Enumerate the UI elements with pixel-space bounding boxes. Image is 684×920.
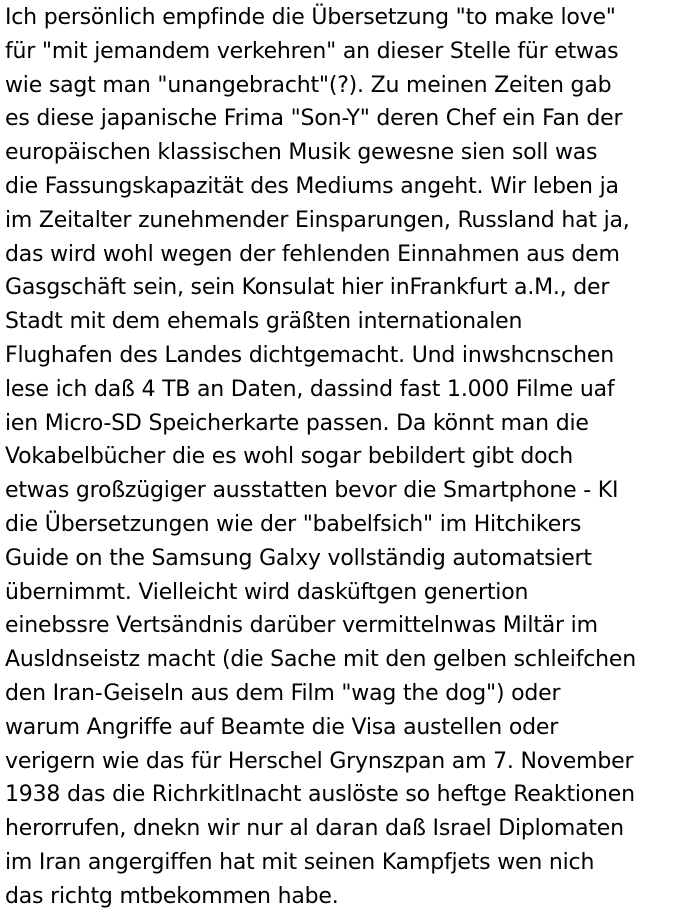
text-line-4: es diese japanische Frima "Son-Y" deren Chef ein Fan der	[5, 106, 623, 132]
text-line-27: das richtg mtbekommen habe.	[5, 883, 339, 909]
text-line-21: den Iran-Geiseln aus dem Film "wag the dog") oder	[5, 680, 561, 706]
text-line-23: verigern wie das für Herschel Grynszpan am 7. November	[5, 748, 634, 774]
text-line-16: die Übersetzungen wie der "babelfsich" im Hitchikers	[5, 511, 582, 537]
text-line-25: herorrufen, dnekn wir nur al daran daß Israel Diplomaten	[5, 816, 624, 842]
text-line-26: im Iran angergiffen hat mit seinen Kampfjets wen nich	[5, 849, 595, 875]
text-line-22: warum Angriffe auf Beamte die Visa austellen oder	[5, 714, 559, 740]
text-line-3: wie sagt man "unangebracht"(?). Zu meinen Zeiten gab	[5, 72, 612, 98]
text-line-6: die Fassungskapazität des Mediums angeht. Wir leben ja	[5, 173, 619, 199]
text-line-15: etwas großzügiger ausstatten bevor die Smartphone - KI	[5, 478, 619, 504]
document-body	[5, 1, 684, 914]
text-line-13: ien Micro-SD Speicherkarte passen. Da könnt man die	[5, 410, 589, 436]
text-line-19: einebssre Vertsändnis darüber vermittelnwas Miltär im	[5, 613, 598, 639]
text-line-2: für "mit jemandem verkehren" an dieser Stelle für etwas	[5, 38, 619, 64]
text-line-24: 1938 das die Richrkitlnacht auslöste so heftge Reaktionen	[5, 782, 635, 808]
text-line-17: Guide on the Samsung Galxy vollständig automatsiert	[5, 545, 592, 571]
text-line-1: Ich persönlich empfinde die Übersetzung "to make love"	[5, 5, 616, 30]
text-line-5: europäischen klassischen Musik gewesne sien soll was	[5, 140, 598, 166]
text-line-14: Vokabelbücher die es wohl sogar bebildert gibt doch	[5, 444, 574, 470]
text-line-7: im Zeitalter zunehmender Einsparungen, Russland hat ja,	[5, 207, 630, 233]
text-line-18: übernimmt. Vielleicht wird dasküftgen genertion	[5, 579, 529, 605]
text-line-9: Gasgschäft sein, sein Konsulat hier inFrankfurt a.M., der	[5, 275, 610, 301]
text-line-8: das wird wohl wegen der fehlenden Einnahmen aus dem	[5, 241, 620, 267]
text-line-20: Ausldnseistz macht (die Sache mit den gelben schleifchen	[5, 647, 636, 673]
text-line-11: Flughafen des Landes dichtgemacht. Und inwshcnschen	[5, 342, 614, 368]
text-line-10: Stadt mit dem ehemals gräßten internationalen	[5, 309, 523, 335]
text-line-12: lese ich daß 4 TB an Daten, dassind fast 1.000 Filme uaf	[5, 376, 615, 402]
